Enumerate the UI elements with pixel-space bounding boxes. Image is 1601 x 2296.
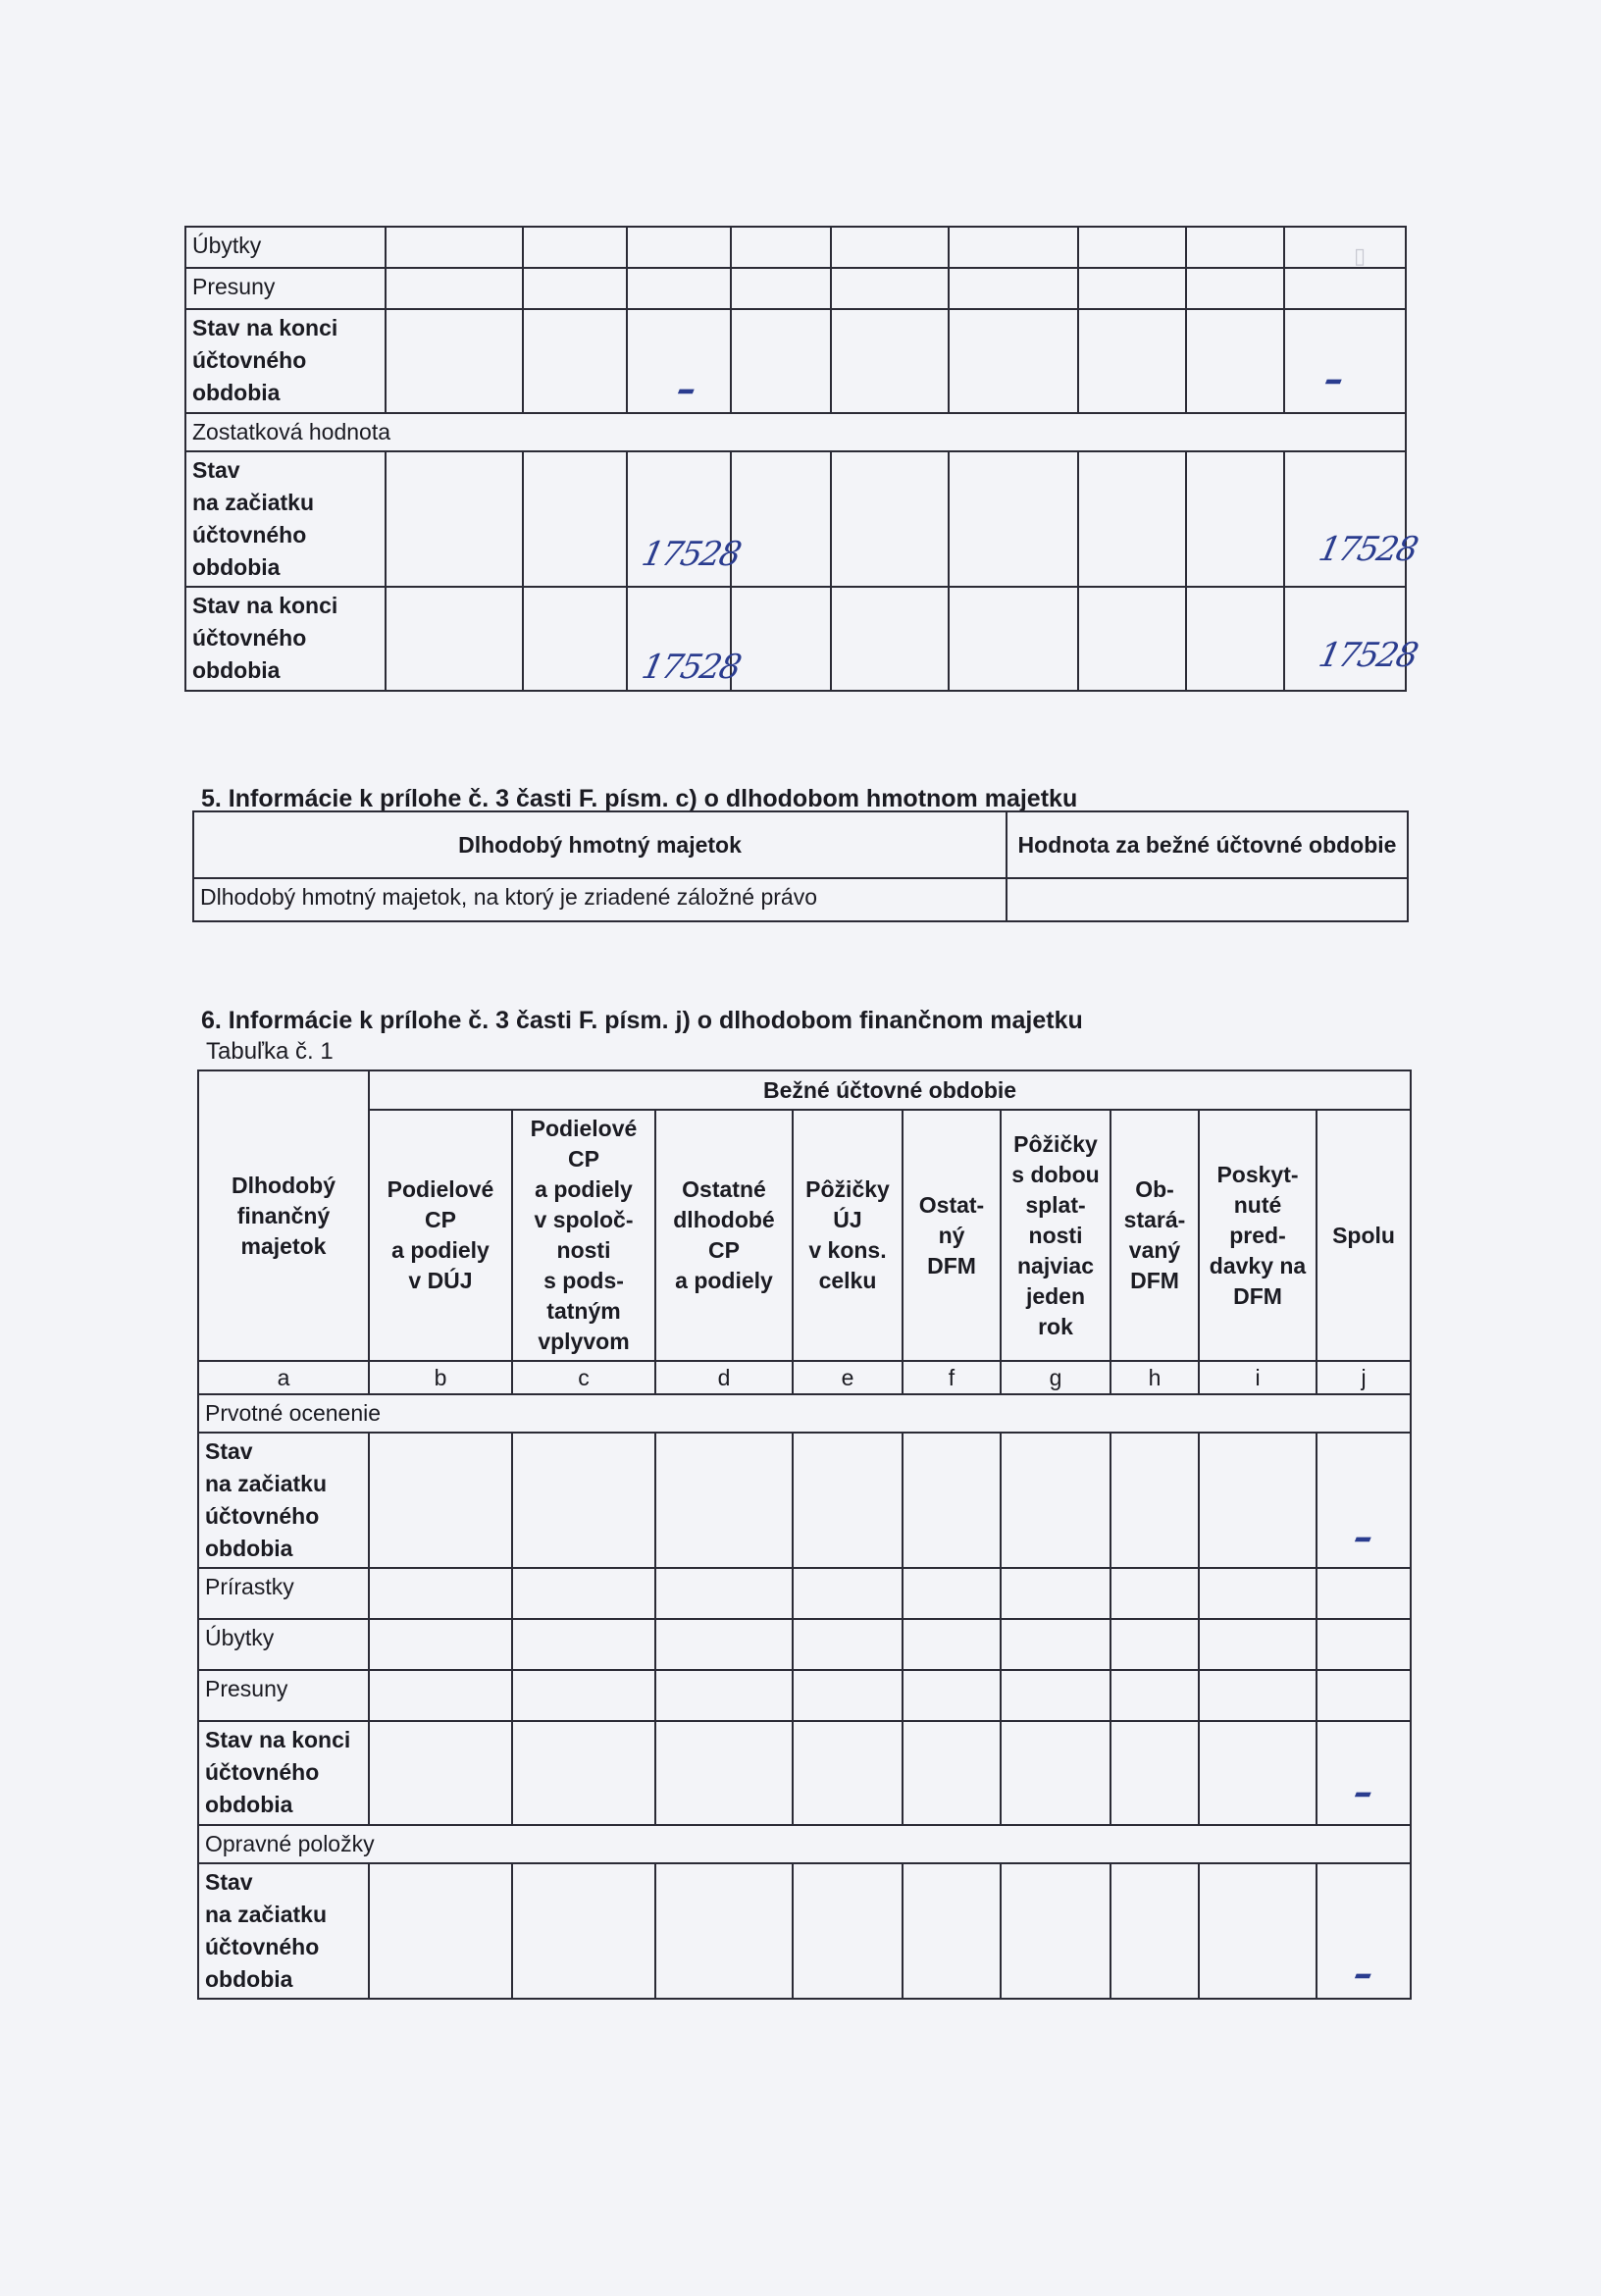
top-cell [831, 268, 949, 309]
column-header-line: dlhodobé [673, 1207, 775, 1232]
top-row [185, 451, 1406, 587]
section6-cell [1199, 1568, 1317, 1619]
handwritten-value-start: 17528 [638, 535, 744, 574]
section6-cell [1001, 1619, 1110, 1670]
handwritten-dash-mark-total: - [1317, 343, 1350, 412]
column-header-line: ný [938, 1222, 965, 1248]
section5-table [192, 810, 1407, 922]
section6-cell [1199, 1433, 1317, 1568]
section6-header-grid [197, 1070, 1412, 1395]
top-row-label: Úbytky [185, 227, 386, 268]
section6-cell [1110, 1863, 1199, 1999]
column-header-b [369, 1110, 512, 1361]
section6-cell [1317, 1619, 1411, 1670]
row-label-line: Stav [192, 457, 240, 483]
table-caption: Tabuľka č. 1 [206, 1038, 334, 1065]
section6-cell [1199, 1863, 1317, 1999]
column-header-f [903, 1110, 1001, 1361]
column-header-g [1001, 1110, 1110, 1361]
row-label-line: účtovného [205, 1503, 320, 1529]
top-cell [386, 587, 523, 691]
top-cell [831, 587, 949, 691]
top-cell [949, 587, 1078, 691]
handwritten-value-end-total: 17528 [1315, 636, 1420, 675]
column-header-line: nosti [1028, 1222, 1083, 1248]
top-cell [831, 451, 949, 587]
top-row-label [185, 309, 386, 413]
section6-cell [903, 1721, 1001, 1825]
section6-cell [1001, 1863, 1110, 1999]
top-row [185, 413, 1406, 451]
section6-cell [903, 1863, 1001, 1999]
section6-cell [512, 1670, 655, 1721]
section6-cell [903, 1433, 1001, 1568]
column-header-line: Poskyt- [1216, 1161, 1299, 1187]
column-header-line: ÚJ [833, 1207, 862, 1232]
section6-cell [369, 1670, 512, 1721]
top-cell [386, 309, 523, 413]
top-cell [1284, 268, 1406, 309]
column-header-line: Ob- [1135, 1176, 1174, 1202]
top-cell [831, 227, 949, 268]
column-header-c [512, 1110, 655, 1361]
top-row-label: Presuny [185, 268, 386, 309]
column-header-line: stará- [1123, 1207, 1186, 1232]
top-row [185, 268, 1406, 309]
column-header-line: s pods- [543, 1268, 624, 1293]
section6-row-label [198, 1721, 369, 1825]
section6-cell [1001, 1433, 1110, 1568]
column-header-line: nosti [556, 1237, 611, 1263]
section6-row [198, 1619, 1411, 1670]
top-cell [386, 451, 523, 587]
section6-cell [655, 1433, 793, 1568]
column-header-line: a podiely [535, 1176, 633, 1202]
section6-cell [512, 1721, 655, 1825]
top-cell [1186, 227, 1284, 268]
section6-cell [369, 1568, 512, 1619]
top-cell [1284, 227, 1406, 268]
column-letter: i [1199, 1361, 1317, 1394]
section6-cell [793, 1670, 903, 1721]
top-cell [1078, 587, 1186, 691]
section6-cell [1317, 1670, 1411, 1721]
column-header-line: pred- [1229, 1222, 1286, 1248]
group-header: Bežné účtovné obdobie [369, 1070, 1411, 1110]
top-cell [627, 268, 731, 309]
section6-row [198, 1568, 1411, 1619]
column-header-e [793, 1110, 903, 1361]
section5-row-label: Dlhodobý hmotný majetok, na ktorý je zriadené záložné právo [193, 878, 1007, 921]
row-label-line: Stav na konci [205, 1727, 351, 1752]
row-label-line: obdobia [192, 554, 281, 580]
top-cell [523, 309, 627, 413]
top-cell [1078, 309, 1186, 413]
row-label-line: na začiatku [205, 1902, 327, 1927]
bleed-through-text: ▯ [1354, 243, 1367, 268]
section6-cell [1110, 1433, 1199, 1568]
section6-cell [1199, 1619, 1317, 1670]
top-row [185, 309, 1406, 413]
row-label-line: obdobia [192, 380, 281, 405]
column-header-line: jeden [1025, 1282, 1086, 1309]
top-cell [1078, 227, 1186, 268]
column-header-line: v DÚJ [408, 1268, 473, 1293]
top-cell [949, 268, 1078, 309]
handwritten-dash-mark: - [669, 353, 702, 422]
top-cell [731, 587, 831, 691]
section6-cell [1110, 1670, 1199, 1721]
column-letter: a [198, 1361, 369, 1394]
top-cell [523, 587, 627, 691]
section6-cell [512, 1863, 655, 1999]
section5-row-value [1007, 878, 1408, 921]
top-cell [1078, 451, 1186, 587]
section6-row [198, 1721, 1411, 1825]
section6-row [198, 1670, 1411, 1721]
row-label-line: na začiatku [192, 490, 314, 515]
section6-row-label: Presuny [198, 1670, 369, 1721]
section6-cell [512, 1433, 655, 1568]
column-header-line: majetok [240, 1232, 327, 1259]
top-cell [627, 227, 731, 268]
column-header-line: CP [568, 1146, 599, 1172]
column-header-line: v kons. [808, 1237, 887, 1263]
column-letter: e [793, 1361, 903, 1394]
column-header-line: Spolu [1332, 1222, 1395, 1248]
section6-cell [793, 1863, 903, 1999]
section6-cell [655, 1619, 793, 1670]
row-label-line: Stav na konci [192, 593, 338, 618]
top-cell [731, 227, 831, 268]
row-label-line: Stav na konci [192, 315, 338, 340]
top-cell [1186, 451, 1284, 587]
section6-row [198, 1433, 1411, 1568]
row-label-line: účtovného [205, 1934, 320, 1959]
column-header-line: DFM [927, 1252, 976, 1278]
section6-cell [369, 1863, 512, 1999]
column-letter: b [369, 1361, 512, 1394]
top-cell [386, 227, 523, 268]
top-cell [731, 451, 831, 587]
section5-col2-header: Hodnota za bežné účtovné obdobie [1007, 811, 1408, 878]
column-header-line: finančný [236, 1202, 331, 1228]
top-row [185, 587, 1406, 691]
section6-row-label [198, 1433, 369, 1568]
section6-table [197, 1070, 1410, 2000]
column-header-line: CP [708, 1237, 740, 1263]
section6-cell [793, 1433, 903, 1568]
section6-heading: 6. Informácie k prílohe č. 3 časti F. písm. j) o dlhodobom finančnom majetku [201, 1007, 1083, 1034]
column-letter: g [1001, 1361, 1110, 1394]
top-table-grid [184, 226, 1407, 692]
top-cell [1186, 268, 1284, 309]
column-header-line: CP [425, 1207, 456, 1232]
section6-row [198, 1825, 1411, 1863]
column-header-j [1317, 1110, 1411, 1361]
row-label-line: účtovného [192, 625, 307, 651]
column-header-line: Pôžičky [1013, 1130, 1098, 1157]
top-cell [949, 451, 1078, 587]
section6-cell [793, 1721, 903, 1825]
top-cell [1186, 587, 1284, 691]
column-header-line: celku [818, 1268, 877, 1293]
column-header-line: najviac [1017, 1252, 1094, 1278]
handwritten-value-end: 17528 [638, 648, 744, 687]
column-header-line: s dobou [1011, 1161, 1100, 1187]
section6-cell [1317, 1568, 1411, 1619]
row-label-line: na začiatku [205, 1471, 327, 1496]
section6-row [198, 1394, 1411, 1433]
column-header-line: Ostatné [682, 1176, 766, 1202]
top-cell [523, 227, 627, 268]
section6-row-label: Úbytky [198, 1619, 369, 1670]
row-label-line: obdobia [192, 657, 281, 683]
section6-cell [793, 1568, 903, 1619]
row-label-line: Stav [205, 1869, 253, 1895]
section6-cell [1001, 1568, 1110, 1619]
column-header-line: DFM [1130, 1268, 1179, 1293]
section6-cell [1199, 1721, 1317, 1825]
section6-body-grid [197, 1393, 1412, 2000]
section6-row [198, 1863, 1411, 1999]
section6-cell [655, 1568, 793, 1619]
section6-cell [655, 1670, 793, 1721]
section6-row-label: Opravné položky [198, 1825, 1411, 1863]
section5-grid [192, 810, 1409, 922]
section6-cell [512, 1619, 655, 1670]
top-cell [523, 268, 627, 309]
row-label-line: účtovného [205, 1759, 320, 1785]
column-header-line: a podiely [675, 1268, 773, 1293]
section6-row-label [198, 1863, 369, 1999]
column-header-d [655, 1110, 793, 1361]
row-label-line: obdobia [205, 1536, 293, 1561]
column-header-line: a podiely [391, 1237, 490, 1263]
column-header-line: davky na [1209, 1252, 1307, 1278]
section6-cell [655, 1721, 793, 1825]
section6-cell [1110, 1619, 1199, 1670]
section5-col1-header: Dlhodobý hmotný majetok [193, 811, 1007, 878]
row-label-line: účtovného [192, 522, 307, 548]
column-letter: h [1110, 1361, 1199, 1394]
column-header-h [1110, 1110, 1199, 1361]
section6-cell [903, 1568, 1001, 1619]
row-label-line: obdobia [205, 1792, 293, 1817]
section6-cell [655, 1863, 793, 1999]
top-cell [949, 309, 1078, 413]
section6-cell [903, 1619, 1001, 1670]
column-header-i [1199, 1110, 1317, 1361]
top-cell [1078, 268, 1186, 309]
column-header-line: tatným [546, 1298, 621, 1324]
section6-cell [512, 1568, 655, 1619]
column-letter: c [512, 1361, 655, 1394]
column-header-line: Pôžičky [805, 1176, 890, 1202]
top-cell [831, 309, 949, 413]
column-header-line: vplyvom [538, 1329, 630, 1354]
top-cell [949, 227, 1078, 268]
top-table [184, 226, 1405, 692]
section6-cell [1001, 1670, 1110, 1721]
column-header-line: rok [1038, 1313, 1073, 1339]
section6-row-label: Prírastky [198, 1568, 369, 1619]
column-header-line: Dlhodobý [231, 1172, 336, 1198]
section6-cell [1199, 1670, 1317, 1721]
row-label-line: účtovného [192, 347, 307, 373]
handwritten-value-start-total: 17528 [1315, 530, 1420, 569]
handwritten-dash-mark-2: - [1346, 1756, 1379, 1825]
top-row-label [185, 587, 386, 691]
column-header-line: Podielové [530, 1116, 638, 1141]
column-header-line: DFM [1233, 1282, 1282, 1309]
column-header-line: vaný [1128, 1237, 1181, 1263]
top-cell [731, 268, 831, 309]
top-cell [1186, 309, 1284, 413]
row-label-line: obdobia [205, 1966, 293, 1992]
column-letter: d [655, 1361, 793, 1394]
handwritten-dash-mark-1: - [1346, 1501, 1379, 1570]
handwritten-dash-mark-3: - [1346, 1938, 1379, 2007]
top-row [185, 227, 1406, 268]
section5-heading: 5. Informácie k prílohe č. 3 časti F. písm. c) o dlhodobom hmotnom majetku [201, 785, 1078, 812]
column-header-line: Ostat- [918, 1191, 985, 1218]
row-label-line: Stav [205, 1438, 253, 1464]
section6-cell [903, 1670, 1001, 1721]
top-cell [731, 309, 831, 413]
section6-cell [369, 1721, 512, 1825]
section6-cell [1110, 1721, 1199, 1825]
top-cell [523, 451, 627, 587]
top-row-label: Zostatková hodnota [185, 413, 1406, 451]
section6-cell [369, 1619, 512, 1670]
column-header-line: nuté [1233, 1191, 1282, 1218]
column-header-line: Podielové [387, 1176, 494, 1202]
column-header-line: v spoloč- [534, 1207, 634, 1232]
column-header-a [198, 1070, 369, 1361]
section6-row-label: Prvotné ocenenie [198, 1394, 1411, 1433]
top-cell [386, 268, 523, 309]
section6-cell [369, 1433, 512, 1568]
column-letter: f [903, 1361, 1001, 1394]
section6-cell [793, 1619, 903, 1670]
column-letter: j [1317, 1361, 1411, 1394]
column-header-line: splat- [1025, 1191, 1086, 1218]
section6-cell [1110, 1568, 1199, 1619]
section6-cell [1001, 1721, 1110, 1825]
top-row-label [185, 451, 386, 587]
